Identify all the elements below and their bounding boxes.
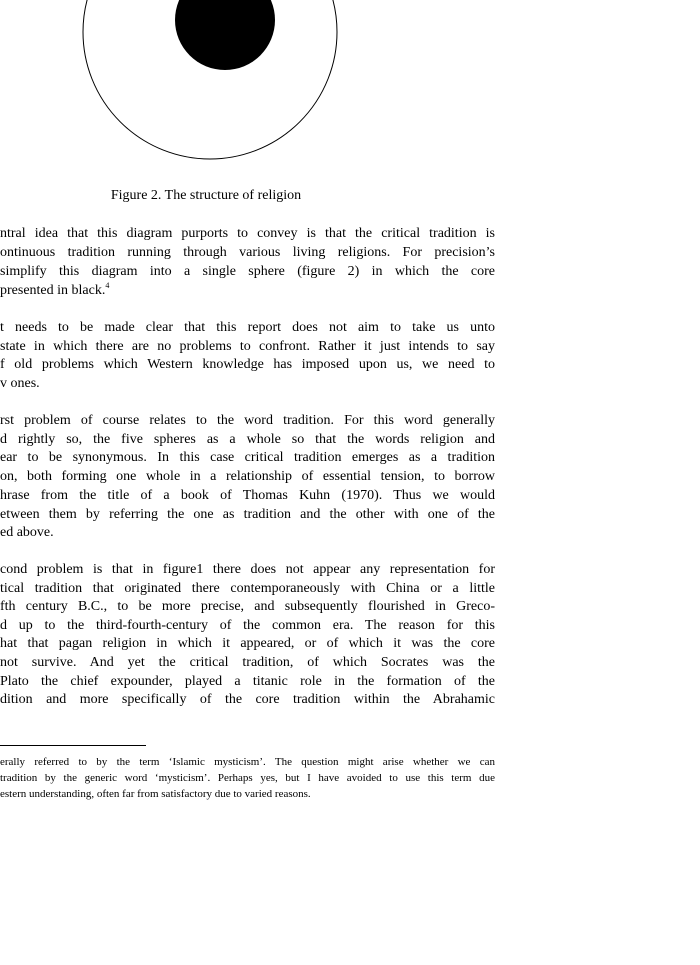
text-line: v ones. <box>0 376 40 391</box>
text-line: etween them by referring the one as tradition and the other with one of the <box>0 507 495 522</box>
religion-structure-figure <box>80 0 340 162</box>
footnote-line: estern understanding, often far from satisfactory due to varied reasons. <box>0 788 311 800</box>
text-line: ontinuous tradition running through various living religions. For precision’s <box>0 245 495 260</box>
text-line: not survive. And yet the critical tradition, of which Socrates was the <box>0 655 495 670</box>
text-line: f old problems which Western knowledge has imposed upon us, we need to <box>0 357 495 372</box>
figure-caption: Figure 2. The structure of religion <box>110 188 302 203</box>
text-line: t needs to be made clear that this report does not aim to take us unto <box>0 320 495 335</box>
footnote-separator <box>0 745 146 746</box>
text-line: ed above. <box>0 525 54 540</box>
text-line: dition and more specifically of the core tradition within the Abrahamic <box>0 692 495 707</box>
text-line: rst problem of course relates to the word tradition. For this word generally <box>0 413 495 428</box>
text-line: on, both forming one whole in a relationship of essential tension, to borrow <box>0 469 495 484</box>
text-line-with-footnote-ref <box>0 281 495 300</box>
footnote-line: erally referred to by the term ‘Islamic mysticism’. The question might arise whether we can <box>0 756 495 768</box>
text-line: hat that pagan religion in which it appeared, or of which it was the core <box>0 636 495 651</box>
text-line: d up to the third-fourth-century of the common era. The reason for this <box>0 618 495 633</box>
footnote-line: tradition by the generic word ‘mysticism’. Perhaps yes, but I have avoided to use this term due <box>0 772 495 784</box>
sphere-diagram <box>80 0 340 162</box>
footnote-reference[interactable]: 4 <box>105 281 110 290</box>
text-line: presented in black. <box>0 283 106 298</box>
text-line: cond problem is that in figure1 there does not appear any representation for <box>0 562 495 577</box>
text-line: hrase from the title of a book of Thomas Kuhn (1970). Thus we would <box>0 488 495 503</box>
text-line: ear to be synonymous. In this case critical tradition emerges as a tradition <box>0 450 495 465</box>
text-line: d rightly so, the five spheres as a whole so that the words religion and <box>0 432 495 447</box>
text-line: fth century B.C., to be more precise, and subsequently flourished in Greco- <box>0 599 495 614</box>
text-line: state in which there are no problems to confront. Rather it just intends to say <box>0 339 495 354</box>
text-line: Plato the chief expounder, played a titanic role in the formation of the <box>0 674 495 689</box>
text-line: tical tradition that originated there contemporaneously with China or a little <box>0 581 495 596</box>
text-line: ntral idea that this diagram purports to convey is that the critical tradition is <box>0 226 495 241</box>
text-line: simplify this diagram into a single sphere (figure 2) in which the core <box>0 264 495 279</box>
